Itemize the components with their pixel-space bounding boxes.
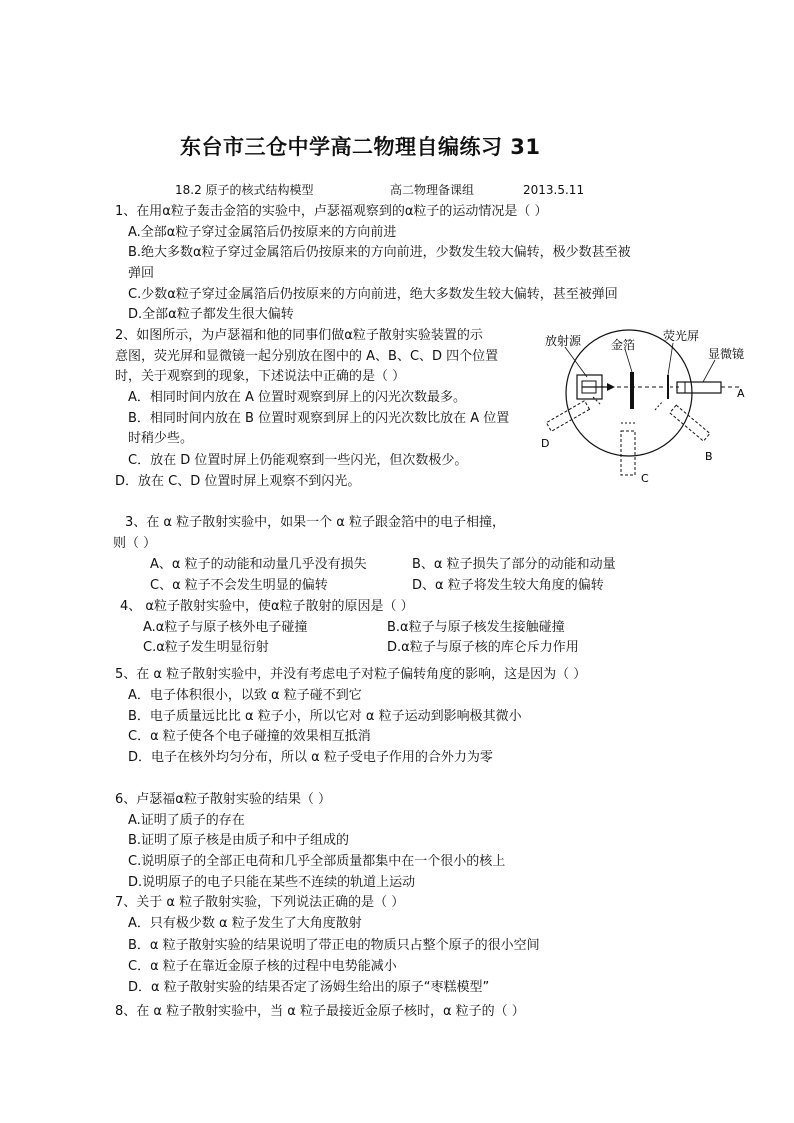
- group-label: 高二物理备课组: [390, 183, 475, 197]
- question-stem: 4、 α粒子散射实验中，使α粒子散射的原因是（ ）: [120, 599, 414, 614]
- microscope-c: [621, 431, 635, 475]
- option-b: B．相同时间内放在 B 位置时观察到屏上的闪光次数比放在 A 位置: [128, 411, 510, 426]
- question-stem-line-2: 则（ ）: [113, 536, 157, 551]
- option-c: C.少数α粒子穿过金属箔后仍按原来的方向前进，绝大多数发生较大偏转，甚至被弹回: [128, 287, 618, 302]
- question-stem: 2、如图所示，为卢瑟福和他的同事们做α粒子散射实验装置的示: [115, 328, 483, 343]
- question-stem: 7、关于 α 粒子散射实验，下列说法正确的是（ ）: [115, 895, 405, 910]
- option-b: B.α粒子与原子核发生接触碰撞: [387, 620, 565, 635]
- question-stem: 6、卢瑟福α粒子散射实验的结果（ ）: [115, 792, 331, 807]
- screen-leader: [668, 343, 673, 375]
- question-stem: 5、在 α 粒子散射实验中，并没有考虑电子对粒子偏转角度的影响，这是因为（ ）: [115, 667, 587, 682]
- option-a: A.证明了质子的存在: [128, 813, 245, 828]
- scattering-apparatus-figure: [535, 325, 760, 485]
- screen-b: [655, 401, 663, 410]
- question-stem-line-2: 意图，荧光屏和显微镜一起分别放在图中的 A、B、C、D 四个位置: [115, 349, 499, 364]
- option-d: D.α粒子与原子核的库仑斥力作用: [387, 640, 579, 655]
- option-a: A.全部α粒子穿过金属箔后仍按原来的方向前进: [128, 225, 397, 240]
- option-b-continued: 弹回: [128, 266, 155, 281]
- option-d: D.全部α粒子都发生很大偏转: [128, 307, 294, 322]
- question-stem: 8、在 α 粒子散射实验中，当 α 粒子最接近金原子核时，α 粒子的（ ）: [115, 1004, 525, 1019]
- question-stem: 3、在 α 粒子散射实验中，如果一个 α 粒子跟金箔中的电子相撞，: [125, 515, 505, 530]
- position-d-label: D: [541, 437, 550, 450]
- microscope-leader: [703, 360, 715, 382]
- option-b-continued: 时稍少些。: [128, 431, 194, 446]
- foil-leader: [625, 349, 632, 372]
- option-c: C．α 粒子使各个电子碰撞的效果相互抵消: [128, 729, 371, 744]
- source-leader: [565, 347, 587, 377]
- page-title: 东台市三仓中学高二物理自编练习 31: [180, 135, 541, 159]
- option-d: D．放在 C、D 位置时屏上观察不到闪光。: [115, 474, 361, 489]
- option-c: C．放在 D 位置时屏上仍能观察到一些闪光，但次数极少。: [128, 453, 468, 468]
- position-c-label: C: [641, 472, 649, 485]
- foil-label: 金箔: [611, 338, 636, 352]
- screen-d: [593, 397, 601, 405]
- option-a: A．电子体积很小，以致 α 粒子碰不到它: [128, 688, 362, 703]
- option-c: C、α 粒子不会发生明显的偏转: [150, 578, 328, 593]
- date-label: 2013.5.11: [523, 183, 585, 197]
- section-label: 18.2 原子的核式结构模型: [175, 183, 314, 197]
- question-stem-line-3: 时，关于观察到的现象，下述说法中正确的是（ ）: [115, 369, 406, 384]
- option-d: D.说明原子的电子只能在某些不连续的轨道上运动: [128, 875, 416, 890]
- option-a: A、α 粒子的动能和动量几乎没有损失: [150, 557, 367, 572]
- screen-label: 荧光屏: [663, 329, 700, 343]
- option-c: C.说明原子的全部正电荷和几乎全部质量都集中在一个很小的核上: [128, 854, 506, 869]
- option-b: B．α 粒子散射实验的结果说明了带正电的物质只占整个原子的很小空间: [128, 938, 540, 953]
- position-a-label: A: [737, 387, 745, 400]
- option-b: B．电子质量远比比 α 粒子小，所以它对 α 粒子运动到影响极其微小: [128, 709, 522, 724]
- microscope-d: [546, 401, 589, 432]
- question-stem: 1、在用α粒子轰击金箔的实验中，卢瑟福观察到的α粒子的运动情况是（ ）: [115, 204, 548, 219]
- gold-foil: [630, 372, 634, 409]
- option-a: A．只有极少数 α 粒子发生了大角度散射: [128, 916, 362, 931]
- option-d: D、α 粒子将发生较大角度的偏转: [412, 578, 604, 593]
- option-d: D．α 粒子散射实验的结果否定了汤姆生给出的原子“枣糕模型”: [128, 980, 490, 995]
- microscope-a: [677, 382, 721, 393]
- position-b-label: B: [705, 450, 713, 463]
- source-label: 放射源: [545, 334, 582, 348]
- option-a: A.α粒子与原子核外电子碰撞: [143, 620, 308, 635]
- option-a: A．相同时间内放在 A 位置时观察到屏上的闪光次数最多。: [128, 390, 467, 405]
- option-b: B、α 粒子损失了部分的动能和动量: [412, 557, 616, 572]
- option-d: D．电子在核外均匀分布，所以 α 粒子受电子作用的合外力为零: [128, 750, 493, 765]
- option-b: B.证明了原子核是由质子和中子组成的: [128, 833, 350, 848]
- option-c: C．α 粒子在靠近金原子核的过程中电势能减小: [128, 959, 397, 974]
- option-c: C.α粒子发生明显衍射: [143, 640, 269, 655]
- microscope-label: 显微镜: [708, 347, 745, 361]
- beam-arrowhead: [607, 383, 615, 391]
- option-b: B.绝大多数α粒子穿过金属箔后仍按原来的方向前进，少数发生较大偏转，极少数甚至被: [128, 245, 631, 260]
